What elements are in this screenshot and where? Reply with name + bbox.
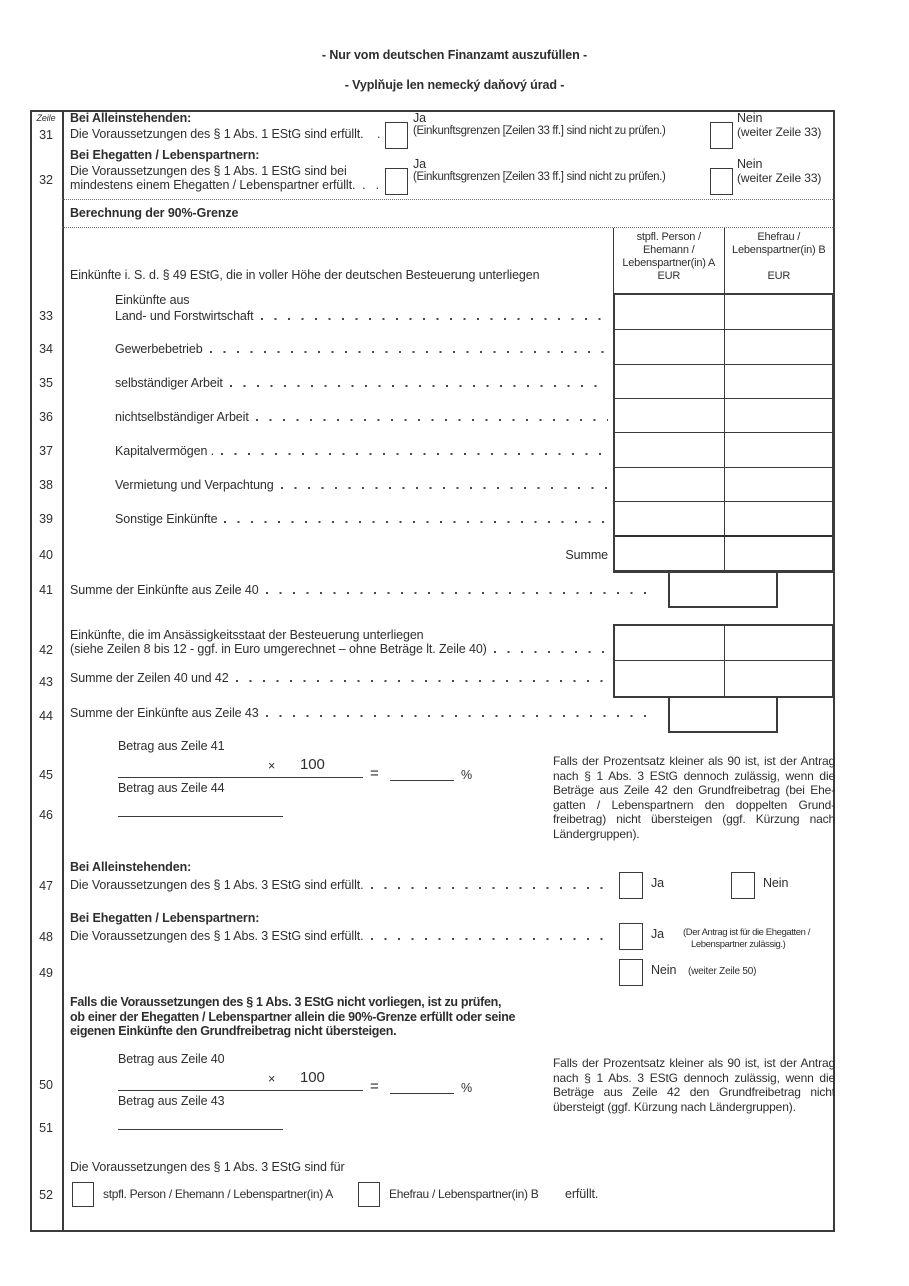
amount-columns-header xyxy=(613,228,834,295)
dotted-leader xyxy=(494,651,608,653)
dotted-leader xyxy=(210,351,608,353)
row31-ja-label-block xyxy=(413,111,666,137)
row31-ja-note: (Einkunftsgrenzen [Zeilen 33 ff.] sind nicht zu prüfen.) xyxy=(413,125,666,137)
row42-line1: Einkünfte, die im Ansässigkeitsstaat der Besteuerung unterliegen xyxy=(70,628,424,642)
row32-text-line1: Die Voraussetzungen des § 1 Abs. 1 EStG sind bei xyxy=(70,164,347,178)
zeile-number-41: 41 xyxy=(39,583,53,597)
note45 xyxy=(553,754,835,842)
amount-cell-r34-a[interactable] xyxy=(615,330,724,365)
formula50-fraction-line xyxy=(118,1090,363,1091)
zeile-number-40: 40 xyxy=(39,548,53,562)
row52-person-b-checkbox[interactable] xyxy=(358,1182,380,1207)
zeile-number-37: 37 xyxy=(39,444,53,458)
row47-text-row xyxy=(70,878,610,892)
row42-line2-row xyxy=(70,642,608,656)
row48-text: Die Voraussetzungen des § 1 Abs. 3 EStG sind erfüllt. xyxy=(70,929,364,943)
amount-cell-r39-a[interactable] xyxy=(615,502,724,537)
column-a-line3: Lebenspartner(in) A xyxy=(622,257,716,269)
row41-amount-box[interactable] xyxy=(668,573,778,608)
row52-suffix: erfüllt. xyxy=(565,1187,599,1201)
row32-ja-label-block xyxy=(413,157,666,183)
row35-label-row xyxy=(115,376,608,390)
row31-nein-note: (weiter Zeile 33) xyxy=(737,125,822,139)
row32-text-line2: mindestens einem Ehegatten / Lebenspartner erfüllt. . . xyxy=(70,178,379,192)
row31-nein-label: Nein xyxy=(737,111,763,125)
formula45-denominator: Betrag aus Zeile 44 xyxy=(118,781,225,795)
amount-cell-r35-b[interactable] xyxy=(724,365,833,399)
note45-line6: Ländergruppen). xyxy=(553,826,640,841)
amount-cell-r33-b[interactable] xyxy=(724,295,833,330)
zeile-number-48: 48 xyxy=(39,930,53,944)
row47-nein-checkbox[interactable] xyxy=(731,872,755,899)
formula50-equals: = xyxy=(370,1078,379,1095)
amount-cell-r37-b[interactable] xyxy=(724,433,833,468)
row35-label: selbständiger Arbeit xyxy=(115,376,223,390)
amount-cell-r38-b[interactable] xyxy=(724,468,833,502)
row44-amount-box[interactable] xyxy=(668,698,778,733)
row31-nein-label-block xyxy=(737,111,821,139)
zeile-number-49: 49 xyxy=(39,966,53,980)
condition-paragraph-line2: ob einer der Ehegatten / Lebenspartner allein die 90%-Grenze erfüllt oder seine xyxy=(70,1009,516,1024)
formula50-denominator: Betrag aus Zeile 43 xyxy=(118,1094,225,1108)
row48-ja-label: Ja xyxy=(651,927,665,941)
formula50-percent-blank[interactable] xyxy=(390,1093,454,1094)
row48-text-row xyxy=(70,929,610,943)
note50-line3: Beträge aus Zeile 42 den Grundfreibetrag nicht xyxy=(553,1085,835,1100)
form-title-slovak: - Vyplňuje len nemecký daňový úrad - xyxy=(344,78,565,92)
row49-nein-note: (weiter Zeile 50) xyxy=(688,966,757,977)
note45-line5: freibetrag) nicht übersteigen (ggf. Kürzung nach xyxy=(553,812,835,827)
amount-cell-r40-a[interactable] xyxy=(615,537,724,570)
column-b-line1: Ehefrau / xyxy=(757,231,801,243)
row32-ja-checkbox[interactable] xyxy=(385,168,408,195)
formula45-fraction-line xyxy=(118,777,363,778)
dotted-leader xyxy=(261,318,608,320)
note50-line4: übersteigt (ggf. Kürzung nach Ländergruppen). xyxy=(553,1099,796,1114)
note45-line2: nach § 1 Abs. 3 EStG dennoch zulässig, wenn die xyxy=(553,768,835,783)
formula50-numerator: Betrag aus Zeile 40 xyxy=(118,1052,225,1066)
row31-heading: Bei Alleinstehenden: xyxy=(70,111,192,125)
zeile-number-42: 42 xyxy=(39,643,53,657)
column-a-line2: Ehemann / xyxy=(643,244,695,256)
row37-label-row xyxy=(115,444,608,458)
amount-cell-r36-b[interactable] xyxy=(724,399,833,433)
row43-label-row xyxy=(70,671,608,685)
row34-label-row xyxy=(115,342,608,356)
zeile-number-38: 38 xyxy=(39,478,53,492)
note50-line1: Falls der Prozentsatz kleiner als 90 ist, ist der Antrag xyxy=(553,1056,835,1070)
form-title-german: - Nur vom deutschen Finanzamt auszufüllen - xyxy=(321,48,588,62)
row31-ja-label: Ja xyxy=(413,111,427,125)
row47-ja-checkbox[interactable] xyxy=(619,872,643,899)
dotted-leader xyxy=(224,521,608,523)
section-separator xyxy=(62,199,835,200)
zeile-number-35: 35 xyxy=(39,376,53,390)
column-a-header xyxy=(614,228,724,293)
zeile-number-44: 44 xyxy=(39,709,53,723)
row51-blank-line[interactable] xyxy=(118,1129,283,1130)
formula45-equals: = xyxy=(370,765,379,782)
formula45-hundred: 100 xyxy=(300,756,325,773)
dotted-leader xyxy=(266,592,655,594)
row32-ja-label: Ja xyxy=(413,157,427,171)
row32-heading: Bei Ehegatten / Lebenspartnern: xyxy=(70,148,260,162)
amount-cell-r43-b[interactable] xyxy=(724,661,833,696)
zeile-number-36: 36 xyxy=(39,410,53,424)
row48-ja-note xyxy=(683,927,810,951)
row52-person-a-label: stpfl. Person / Ehemann / Lebenspartner(in) A xyxy=(103,1187,333,1201)
row47-ja-label: Ja xyxy=(651,876,665,890)
formula50-hundred: 100 xyxy=(300,1069,325,1086)
row32-nein-label: Nein xyxy=(737,157,763,171)
amount-cell-r38-a[interactable] xyxy=(615,468,724,502)
zeile-number-52: 52 xyxy=(39,1188,53,1202)
row32-nein-note: (weiter Zeile 33) xyxy=(737,171,822,185)
amount-cell-r36-a[interactable] xyxy=(615,399,724,433)
amount-cell-r34-b[interactable] xyxy=(724,330,833,365)
zeile-column-header: Zeile xyxy=(36,113,56,123)
column-b-line2: Lebenspartner(in) B xyxy=(732,244,826,256)
income-sub-label: Einkünfte aus xyxy=(115,293,190,307)
row47-heading: Bei Alleinstehenden: xyxy=(70,860,192,874)
row31-text: Die Voraussetzungen des § 1 Abs. 1 EStG sind erfüllt. . xyxy=(70,127,381,141)
row40-summe-label: Summe xyxy=(565,548,608,562)
row52-intro: Die Voraussetzungen des § 1 Abs. 3 EStG sind für xyxy=(70,1160,345,1174)
amount-cell-r40-b[interactable] xyxy=(724,537,833,570)
row41-label-row xyxy=(70,583,655,597)
income-amounts-grid xyxy=(613,295,834,573)
zeile-number-43: 43 xyxy=(39,675,53,689)
row48-ja-checkbox[interactable] xyxy=(619,923,643,950)
column-b-eur: EUR xyxy=(767,270,791,282)
zeile-number-32: 32 xyxy=(39,173,53,187)
amount-cell-r42-a[interactable] xyxy=(615,626,724,661)
dotted-leader xyxy=(230,385,608,387)
section-title: Berechnung der 90%-Grenze xyxy=(70,206,239,220)
row31-ja-checkbox[interactable] xyxy=(385,122,408,149)
row46-blank-line[interactable] xyxy=(118,816,283,817)
zeile-number-31: 31 xyxy=(39,128,53,142)
row47-text: Die Voraussetzungen des § 1 Abs. 3 EStG sind erfüllt. xyxy=(70,878,364,892)
zeile-column-divider xyxy=(62,110,64,1230)
column-b-header xyxy=(724,228,834,293)
formula50-percent: % xyxy=(461,1081,473,1095)
row36-label-row xyxy=(115,410,608,424)
row44-label: Summe der Einkünfte aus Zeile 43 xyxy=(70,706,259,720)
condition-paragraph-line1: Falls die Voraussetzungen des § 1 Abs. 3 EStG nicht vorliegen, ist zu prüfen, xyxy=(70,995,502,1009)
condition-paragraph-line3: eigenen Einkünfte den Grundfreibetrag nicht übersteigen. xyxy=(70,1024,397,1038)
row42-line2: (siehe Zeilen 8 bis 12 - ggf. in Euro umgerechnet – ohne Beträge lt. Zeile 40) xyxy=(70,642,487,656)
dotted-leader xyxy=(256,419,608,421)
formula45-numerator: Betrag aus Zeile 41 xyxy=(118,739,225,753)
amount-cell-r33-a[interactable] xyxy=(615,295,724,330)
row52-person-b-label: Ehefrau / Lebenspartner(in) B xyxy=(389,1187,539,1201)
row32-nein-label-block xyxy=(737,157,821,185)
row32-nein-checkbox[interactable] xyxy=(710,168,733,195)
residence-amounts-grid xyxy=(613,624,834,698)
zeile-number-50: 50 xyxy=(39,1078,53,1092)
row38-label-row xyxy=(115,478,608,492)
zeile-number-33: 33 xyxy=(39,309,53,323)
amount-cell-r37-a[interactable] xyxy=(615,433,724,468)
amount-cell-r42-b[interactable] xyxy=(724,626,833,661)
zeile-number-39: 39 xyxy=(39,512,53,526)
row49-nein-checkbox[interactable] xyxy=(619,959,643,986)
dotted-leader xyxy=(281,487,608,489)
row49-nein-label: Nein xyxy=(651,963,677,977)
note45-line3: Beträge aus Zeile 42 den Grundfreibetrag (bei Ehe- xyxy=(553,783,835,798)
row32-ja-note: (Einkunftsgrenzen [Zeilen 33 ff.] sind nicht zu prüfen.) xyxy=(413,171,666,183)
row44-label-row xyxy=(70,706,655,720)
formula45-percent-blank[interactable] xyxy=(390,780,454,781)
row48-heading: Bei Ehegatten / Lebenspartnern: xyxy=(70,911,260,925)
zeile-number-47: 47 xyxy=(39,879,53,893)
row34-label: Gewerbebetrieb xyxy=(115,342,203,356)
amount-cell-r43-a[interactable] xyxy=(615,661,724,696)
condition-paragraph xyxy=(70,995,515,1039)
note45-line1: Falls der Prozentsatz kleiner als 90 ist, ist der Antrag xyxy=(553,754,835,768)
row33-label-row xyxy=(115,309,608,323)
row48-ja-note-line1: (Der Antrag ist für die Ehegatten / xyxy=(683,927,810,938)
column-a-line1: stpfl. Person / xyxy=(636,231,701,243)
zeile-number-51: 51 xyxy=(39,1121,53,1135)
row47-nein-label: Nein xyxy=(763,876,789,890)
amount-cell-r39-b[interactable] xyxy=(724,502,833,537)
row52-person-a-checkbox[interactable] xyxy=(72,1182,94,1207)
amount-cell-r35-a[interactable] xyxy=(615,365,724,399)
row36-label: nichtselbständiger Arbeit xyxy=(115,410,249,424)
row39-label: Sonstige Einkünfte xyxy=(115,512,218,526)
zeile-number-34: 34 xyxy=(39,342,53,356)
row33-label: Land- und Forstwirtschaft xyxy=(115,309,254,323)
dotted-leader xyxy=(371,938,611,940)
dotted-leader xyxy=(371,887,611,889)
formula45-percent: % xyxy=(461,768,473,782)
row39-label-row xyxy=(115,512,608,526)
column-a-eur: EUR xyxy=(657,270,681,282)
formula50-times: × xyxy=(268,1072,276,1086)
row38-label: Vermietung und Verpachtung xyxy=(115,478,274,492)
note50 xyxy=(553,1056,835,1114)
income-intro: Einkünfte i. S. d. § 49 EStG, die in voller Höhe der deutschen Besteuerung unterliegen xyxy=(70,268,540,282)
note50-line2: nach § 1 Abs. 3 EStG dennoch zulässig, wenn die xyxy=(553,1070,835,1085)
zeile-number-46: 46 xyxy=(39,808,53,822)
formula45-times: × xyxy=(268,759,276,773)
row43-label: Summe der Zeilen 40 und 42 xyxy=(70,671,229,685)
note45-line4: gatten / Lebenspartnern den doppelten Grund- xyxy=(553,797,835,812)
row31-nein-checkbox[interactable] xyxy=(710,122,733,149)
row48-ja-note-line2: Lebenspartner zulässig.) xyxy=(691,939,786,950)
row37-label: Kapitalvermögen . xyxy=(115,444,215,458)
dotted-leader xyxy=(221,453,608,455)
zeile-number-45: 45 xyxy=(39,768,53,782)
dotted-leader xyxy=(236,680,608,682)
row41-label: Summe der Einkünfte aus Zeile 40 xyxy=(70,583,259,597)
dotted-leader xyxy=(266,715,655,717)
